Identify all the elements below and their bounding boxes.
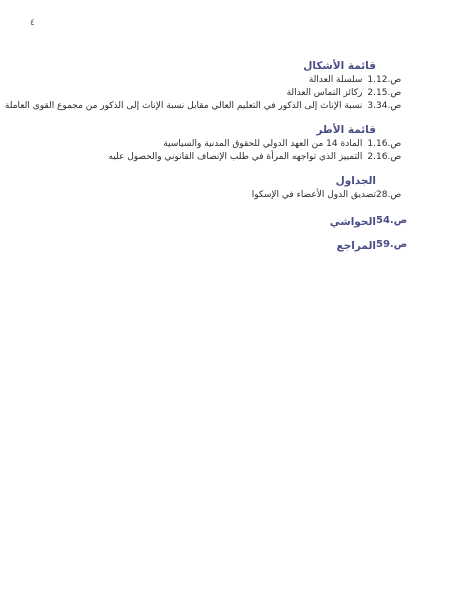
tables-section	[32, 173, 402, 202]
references-heading: المراجع	[336, 240, 376, 252]
figures-section	[4, 58, 402, 113]
item-number: 1.	[367, 139, 376, 149]
item-page: ص.28	[376, 190, 402, 200]
item-title: المادة 14 من العهد الدولي للحقوق المدنية والسياسية	[163, 139, 363, 149]
item-page: ص.16	[376, 152, 402, 162]
item-title: سلسلة العدالة	[308, 75, 363, 85]
item-page: ص.34	[376, 101, 402, 111]
footnotes-heading: الحواشي	[329, 216, 376, 228]
table-of-contents	[4, 58, 408, 257]
item-number: 2.	[367, 152, 376, 162]
references-entry[interactable]	[32, 235, 408, 257]
list-item[interactable]	[32, 138, 402, 151]
item-title: تصديق الدول الأعضاء في الإسكوا	[251, 190, 376, 200]
figures-heading: قائمة الأشكال	[303, 60, 376, 72]
list-item[interactable]	[32, 74, 402, 87]
boxes-section	[32, 122, 402, 164]
item-page: ص.12	[376, 75, 402, 85]
list-item[interactable]	[32, 151, 402, 164]
page-number: ٤	[30, 18, 35, 28]
item-title: التمييز الذي تواجهه المرأة في طلب الإنصاف القانوني والحصول عليه	[108, 152, 363, 162]
boxes-heading: قائمة الأطر	[316, 124, 376, 136]
list-item[interactable]	[4, 100, 402, 113]
item-number: 2.	[367, 88, 376, 98]
references-page: ص.59	[376, 239, 408, 250]
item-page: ص.15	[376, 88, 402, 98]
item-title: نسبة الإناث إلى الذكور في التعليم العالي مقابل نسبة الإناث إلى الذكور من مجموع القوى العاملة	[4, 101, 363, 111]
tables-heading: الجداول	[335, 175, 376, 187]
item-page: ص.16	[376, 139, 402, 149]
item-number: 1.	[367, 75, 376, 85]
footnotes-entry[interactable]	[32, 211, 408, 233]
item-title: ركائز التماس العدالة	[286, 88, 363, 98]
footnotes-page: ص.54	[376, 215, 408, 226]
list-item[interactable]	[32, 87, 402, 100]
list-item[interactable]	[32, 189, 402, 202]
item-number: 3.	[367, 101, 376, 111]
